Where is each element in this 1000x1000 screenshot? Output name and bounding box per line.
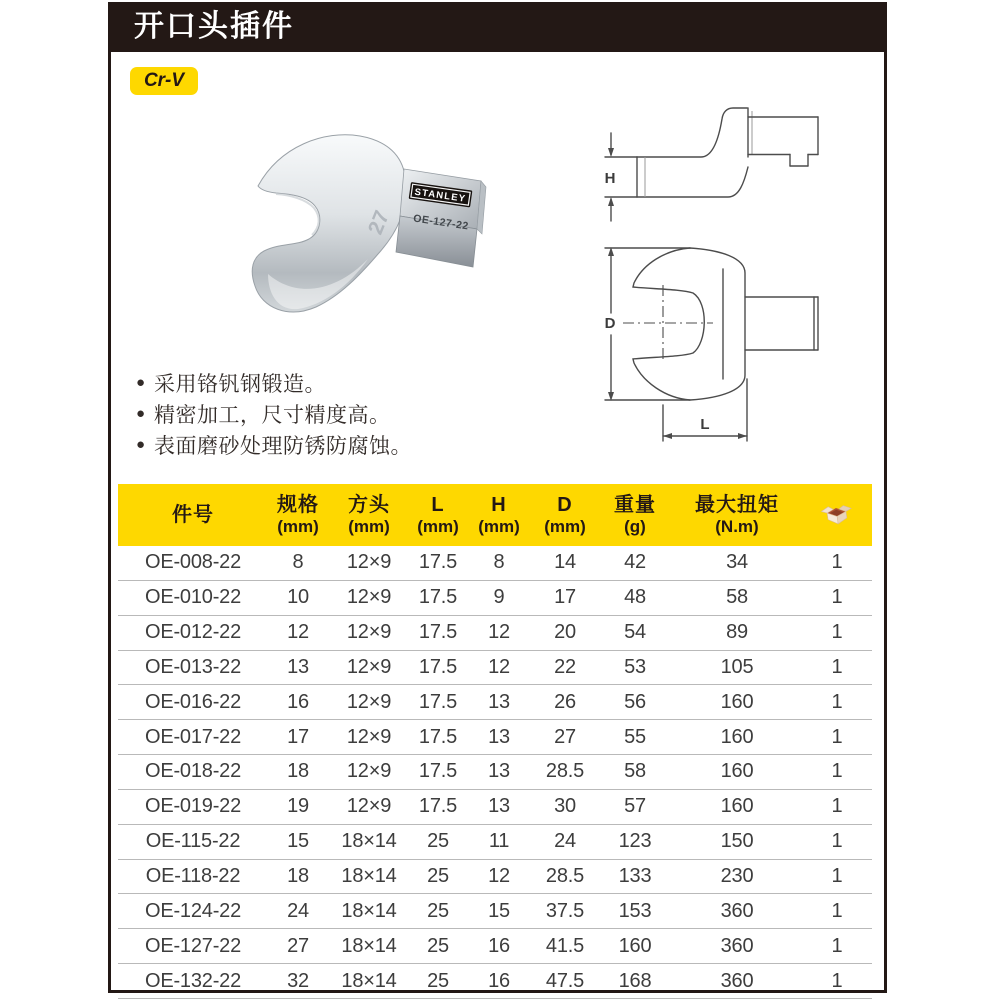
table-cell: 22 (554, 655, 576, 678)
table-cell: OE-016-22 (144, 690, 242, 713)
bullet-icon: ● (136, 374, 146, 391)
table-cell: 25 (427, 969, 449, 992)
table-cell: 24 (287, 899, 309, 922)
table-cell: 18×14 (341, 899, 397, 922)
table-cell: 1 (831, 795, 843, 818)
page-left-border (108, 50, 111, 993)
feature-list (136, 368, 566, 461)
table-cell: 17.5 (418, 586, 458, 609)
table-cell: 30 (554, 795, 576, 818)
table-row (118, 546, 872, 581)
table-cell: OE-013-22 (144, 655, 242, 678)
col-header-weight: 重量 (g) (614, 493, 656, 536)
wrench-image (252, 135, 486, 312)
table-cell: 153 (618, 899, 652, 922)
table-cell: 17.5 (418, 655, 458, 678)
table-cell: 12×9 (346, 586, 392, 609)
table-cell: 360 (720, 934, 754, 957)
table-cell: 42 (624, 551, 646, 574)
table-cell: 160 (720, 725, 754, 748)
table-cell: 13 (488, 760, 510, 783)
table-cell: 18×14 (341, 969, 397, 992)
table-cell: 8 (292, 551, 304, 574)
table-cell: 47.5 (545, 969, 585, 992)
table-cell: 27 (554, 725, 576, 748)
table-cell: 168 (618, 969, 652, 992)
side-view-drawing (605, 108, 818, 221)
bullet-icon: ● (136, 436, 146, 453)
dim-d-label: D (604, 315, 616, 332)
table-cell: 14 (554, 551, 576, 574)
table-cell: 17 (554, 586, 576, 609)
table-cell: 12×9 (346, 795, 392, 818)
package-box-icon (821, 503, 853, 528)
table-row (118, 685, 872, 720)
table-cell: 1 (831, 655, 843, 678)
table-cell: 1 (831, 899, 843, 922)
col-header-square-drive: 方头 (mm) (348, 493, 390, 536)
table-cell: 17.5 (418, 551, 458, 574)
table-cell: 34 (726, 551, 748, 574)
col-header-packaging (802, 484, 872, 546)
table-cell: 13 (488, 795, 510, 818)
table-cell: 160 (720, 690, 754, 713)
table-row (118, 720, 872, 755)
table-cell: 18 (287, 760, 309, 783)
col-header-size: 规格 (mm) (277, 493, 319, 536)
col-header-L: L (mm) (417, 493, 459, 536)
table-cell: 360 (720, 969, 754, 992)
table-cell: 17.5 (418, 690, 458, 713)
table-cell: 360 (720, 899, 754, 922)
table-cell: 13 (488, 690, 510, 713)
table-cell: 9 (493, 586, 505, 609)
table-cell: 1 (831, 690, 843, 713)
table-cell: 17.5 (418, 621, 458, 644)
table-cell: 41.5 (545, 934, 585, 957)
table-cell: 1 (831, 621, 843, 644)
table-cell: 37.5 (545, 899, 585, 922)
col-header-max-torque: 最大扭矩 (N.m) (695, 493, 779, 536)
table-cell: 12×9 (346, 551, 392, 574)
dim-l-label: L (700, 416, 710, 433)
table-cell: OE-017-22 (144, 725, 242, 748)
table-cell: 18×14 (341, 934, 397, 957)
table-cell: 26 (554, 690, 576, 713)
table-cell: 12 (488, 655, 510, 678)
crv-badge-label: Cr-V (143, 70, 185, 91)
col-header-H: H (mm) (478, 493, 520, 536)
table-cell: 12 (287, 621, 309, 644)
table-cell: 13 (488, 725, 510, 748)
table-cell: 8 (493, 551, 505, 574)
technical-drawing (593, 95, 873, 467)
table-cell: 12 (488, 865, 510, 888)
table-cell: 12 (488, 621, 510, 644)
table-row (118, 651, 872, 686)
table-cell: 133 (618, 865, 652, 888)
table-cell: 27 (287, 934, 309, 957)
table-cell: 58 (726, 586, 748, 609)
table-cell: 16 (488, 969, 510, 992)
table-cell: OE-008-22 (144, 551, 242, 574)
page-right-border (884, 50, 887, 993)
table-cell: 28.5 (545, 865, 585, 888)
table-cell: OE-115-22 (145, 830, 241, 853)
table-cell: 160 (618, 934, 652, 957)
table-cell: 18 (287, 865, 309, 888)
table-row (118, 894, 872, 929)
table-cell: 230 (720, 865, 754, 888)
table-cell: OE-132-22 (144, 969, 242, 992)
col-header-part-no: 件号 (172, 504, 214, 526)
table-cell: 18×14 (341, 865, 397, 888)
table-row (118, 825, 872, 860)
table-cell: 15 (488, 899, 510, 922)
table-cell: 18×14 (341, 830, 397, 853)
table-row (118, 790, 872, 825)
table-cell: 1 (831, 586, 843, 609)
table-cell: 32 (287, 969, 309, 992)
table-cell: 16 (488, 934, 510, 957)
table-cell: OE-018-22 (144, 760, 242, 783)
table-cell: 17.5 (418, 760, 458, 783)
table-row (118, 964, 872, 999)
crv-badge (130, 67, 198, 95)
table-cell: 54 (624, 621, 646, 644)
feature-item: ● 表面磨砂处理防锈防腐蚀。 (136, 430, 566, 461)
table-cell: 12×9 (346, 690, 392, 713)
table-cell: 25 (427, 830, 449, 853)
table-cell: 12×9 (346, 760, 392, 783)
product-photo (228, 124, 505, 362)
table-cell: OE-127-22 (144, 934, 242, 957)
table-cell: 57 (624, 795, 646, 818)
page-title: 开口头插件 (134, 10, 294, 43)
table-cell: 160 (720, 795, 754, 818)
table-cell: 25 (427, 865, 449, 888)
table-cell: 105 (720, 655, 754, 678)
table-cell: 58 (624, 760, 646, 783)
table-body (118, 546, 872, 999)
table-cell: 25 (427, 934, 449, 957)
table-cell: 19 (287, 795, 309, 818)
table-cell: 17.5 (418, 725, 458, 748)
table-cell: OE-010-22 (144, 586, 242, 609)
table-cell: 1 (831, 830, 843, 853)
table-cell: 1 (831, 934, 843, 957)
table-cell: 1 (831, 551, 843, 574)
table-cell: 12×9 (346, 655, 392, 678)
table-cell: 1 (831, 725, 843, 748)
header-bar (108, 2, 887, 52)
table-cell: 55 (624, 725, 646, 748)
table-cell: 20 (554, 621, 576, 644)
table-cell: OE-012-22 (144, 621, 242, 644)
bullet-icon: ● (136, 405, 146, 422)
table-cell: 17.5 (418, 795, 458, 818)
table-row (118, 860, 872, 895)
table-cell: 150 (720, 830, 754, 853)
table-cell: 15 (287, 830, 309, 853)
table-row (118, 755, 872, 790)
table-cell: 11 (488, 830, 510, 853)
table-cell: 12×9 (346, 725, 392, 748)
table-row (118, 616, 872, 651)
table-cell: 53 (624, 655, 646, 678)
table-cell: OE-124-22 (144, 899, 242, 922)
table-cell: 17 (287, 725, 309, 748)
model-text: OE-127-22 (412, 212, 470, 233)
table-cell: 25 (427, 899, 449, 922)
table-cell: 48 (624, 586, 646, 609)
table-cell: 123 (618, 830, 652, 853)
col-header-D: D (mm) (544, 493, 586, 536)
table-cell: 10 (287, 586, 309, 609)
front-view-drawing (605, 247, 818, 441)
table-cell: 28.5 (545, 760, 585, 783)
table-cell: OE-118-22 (145, 865, 241, 888)
dim-h-label: H (604, 170, 616, 187)
table-cell: 160 (720, 760, 754, 783)
table-cell: 13 (287, 655, 309, 678)
table-cell: 24 (554, 830, 576, 853)
brand-text: STANLEY (413, 186, 467, 205)
table-cell: 89 (726, 621, 748, 644)
feature-item: ● 精密加工，尺寸精度高。 (136, 399, 566, 430)
table-cell: 12×9 (346, 621, 392, 644)
table-cell: 1 (831, 760, 843, 783)
table-cell: 56 (624, 690, 646, 713)
table-cell: OE-019-22 (144, 795, 242, 818)
table-cell: 1 (831, 865, 843, 888)
table-header-row (118, 484, 872, 546)
table-row (118, 581, 872, 616)
feature-item: ● 采用铬钒钢锻造。 (136, 368, 566, 399)
table-cell: 1 (831, 969, 843, 992)
table-row (118, 929, 872, 964)
table-cell: 16 (287, 690, 309, 713)
size-stamp-text: 27 (363, 207, 395, 238)
spec-table (118, 484, 872, 999)
